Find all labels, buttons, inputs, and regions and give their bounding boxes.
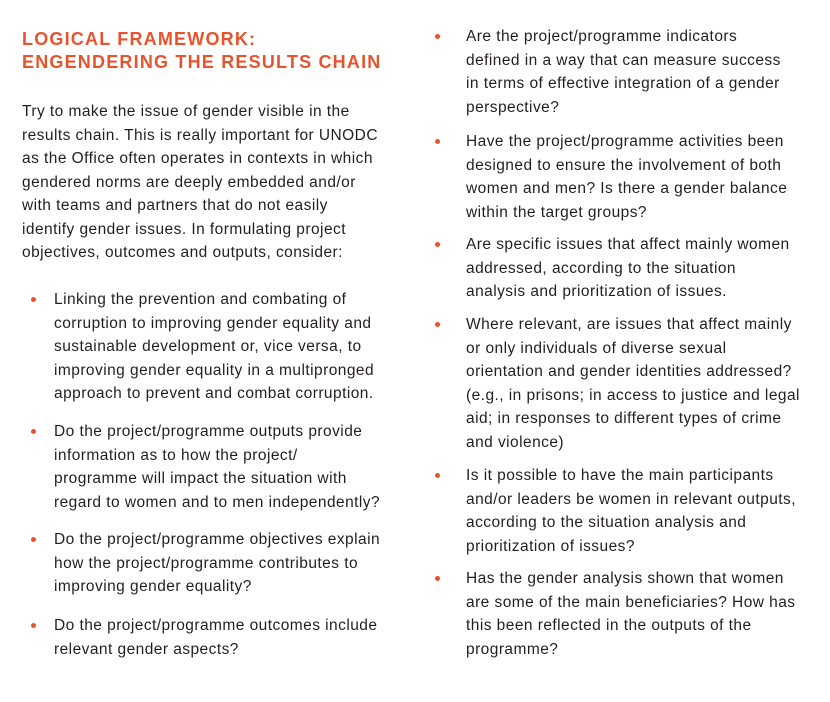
bullet-item bbox=[54, 288, 374, 406]
bullet-line: aid; in responses to different types of crime bbox=[466, 410, 782, 427]
bullet-line: sustainable development or, vice versa, to bbox=[54, 338, 362, 355]
bullet-item bbox=[466, 464, 796, 558]
bullet-line: within the target groups? bbox=[466, 203, 647, 221]
intro-line: Try to make the issue of gender visible in the bbox=[22, 103, 350, 120]
bullet-line: analysis and prioritization of issues. bbox=[466, 283, 727, 300]
bullet-item bbox=[466, 130, 787, 224]
bullet-line: Has the gender analysis shown that women bbox=[466, 570, 784, 587]
intro-line: results chain. This is really important for UNODC bbox=[22, 126, 378, 144]
bullet-dot-icon bbox=[31, 537, 36, 542]
bullet-line: are some of the main beneficiaries? How has bbox=[466, 593, 796, 611]
section-title bbox=[22, 28, 382, 74]
bullet-line: or only individuals of diverse sexual bbox=[466, 339, 727, 357]
bullet-item bbox=[466, 233, 790, 304]
bullet-dot-icon bbox=[435, 473, 440, 478]
intro-line: as the Office often operates in contexts in which bbox=[22, 150, 373, 167]
bullet-line: improving gender equality? bbox=[54, 578, 252, 595]
bullet-line: Are specific issues that affect mainly women bbox=[466, 236, 790, 253]
section-title-line-2: ENGENDERING THE RESULTS CHAIN bbox=[22, 52, 382, 72]
bullet-line: Have the project/programme activities been bbox=[466, 133, 784, 150]
bullet-line: (e.g., in prisons; in access to justice and legal bbox=[466, 386, 800, 404]
bullet-item bbox=[466, 567, 796, 661]
bullet-line: approach to prevent and combat corruption. bbox=[54, 385, 374, 402]
bullet-item bbox=[54, 420, 380, 514]
bullet-dot-icon bbox=[435, 34, 440, 39]
bullet-line: and/or leaders be women in relevant outputs, bbox=[466, 490, 796, 508]
bullet-line: programme? bbox=[466, 640, 559, 658]
bullet-line: relevant gender aspects? bbox=[54, 640, 239, 658]
bullet-line: how the project/programme contributes to bbox=[54, 554, 359, 572]
bullet-item bbox=[54, 528, 380, 599]
bullet-line: Do the project/programme outputs provide bbox=[54, 423, 363, 440]
bullet-line: Linking the prevention and combating of bbox=[54, 291, 347, 308]
bullet-item bbox=[466, 313, 800, 454]
bullet-line: information as to how the project/ bbox=[54, 446, 298, 464]
bullet-dot-icon bbox=[435, 139, 440, 144]
section-title-line-1: LOGICAL FRAMEWORK: bbox=[22, 29, 257, 49]
bullet-line: programme will impact the situation with bbox=[54, 470, 347, 487]
bullet-item bbox=[54, 614, 377, 661]
bullet-line: corruption to improving gender equality and bbox=[54, 314, 372, 332]
bullet-line: women and men? Is there a gender balance bbox=[466, 180, 788, 197]
bullet-line: and violence) bbox=[466, 433, 565, 451]
bullet-dot-icon bbox=[435, 576, 440, 581]
bullet-dot-icon bbox=[31, 623, 36, 628]
bullet-line: perspective? bbox=[466, 98, 560, 116]
bullet-line: according to the situation analysis and bbox=[466, 514, 747, 531]
bullet-item bbox=[466, 25, 781, 119]
bullet-line: prioritization of issues? bbox=[466, 537, 635, 555]
bullet-line: orientation and gender identities addressed? bbox=[466, 363, 792, 380]
intro-paragraph bbox=[22, 100, 378, 265]
bullet-line: improving gender equality in a multipronged bbox=[54, 361, 375, 379]
bullet-line: defined in a way that can measure success bbox=[466, 51, 781, 69]
bullet-line: this been reflected in the outputs of the bbox=[466, 617, 752, 634]
bullet-line: Do the project/programme outcomes include bbox=[54, 617, 378, 634]
bullet-line: regard to women and to men independently? bbox=[54, 493, 381, 511]
bullet-line: Are the project/programme indicators bbox=[466, 28, 738, 45]
bullet-line: in terms of effective integration of a gender bbox=[466, 75, 780, 92]
bullet-line: Is it possible to have the main participants bbox=[466, 467, 774, 484]
bullet-line: Where relevant, are issues that affect mainly bbox=[466, 316, 792, 333]
intro-line: identify gender issues. In formulating project bbox=[22, 220, 346, 238]
bullet-dot-icon bbox=[435, 242, 440, 247]
intro-line: gendered norms are deeply embedded and/or bbox=[22, 173, 356, 191]
bullet-dot-icon bbox=[435, 322, 440, 327]
bullet-line: designed to ensure the involvement of both bbox=[466, 156, 782, 174]
bullet-line: addressed, according to the situation bbox=[466, 259, 736, 277]
bullet-line: Do the project/programme objectives explain bbox=[54, 531, 381, 548]
intro-line: with teams and partners that do not easily bbox=[22, 197, 328, 214]
bullet-dot-icon bbox=[31, 297, 36, 302]
bullet-dot-icon bbox=[31, 429, 36, 434]
intro-line: objectives, outcomes and outputs, consider: bbox=[22, 244, 343, 261]
